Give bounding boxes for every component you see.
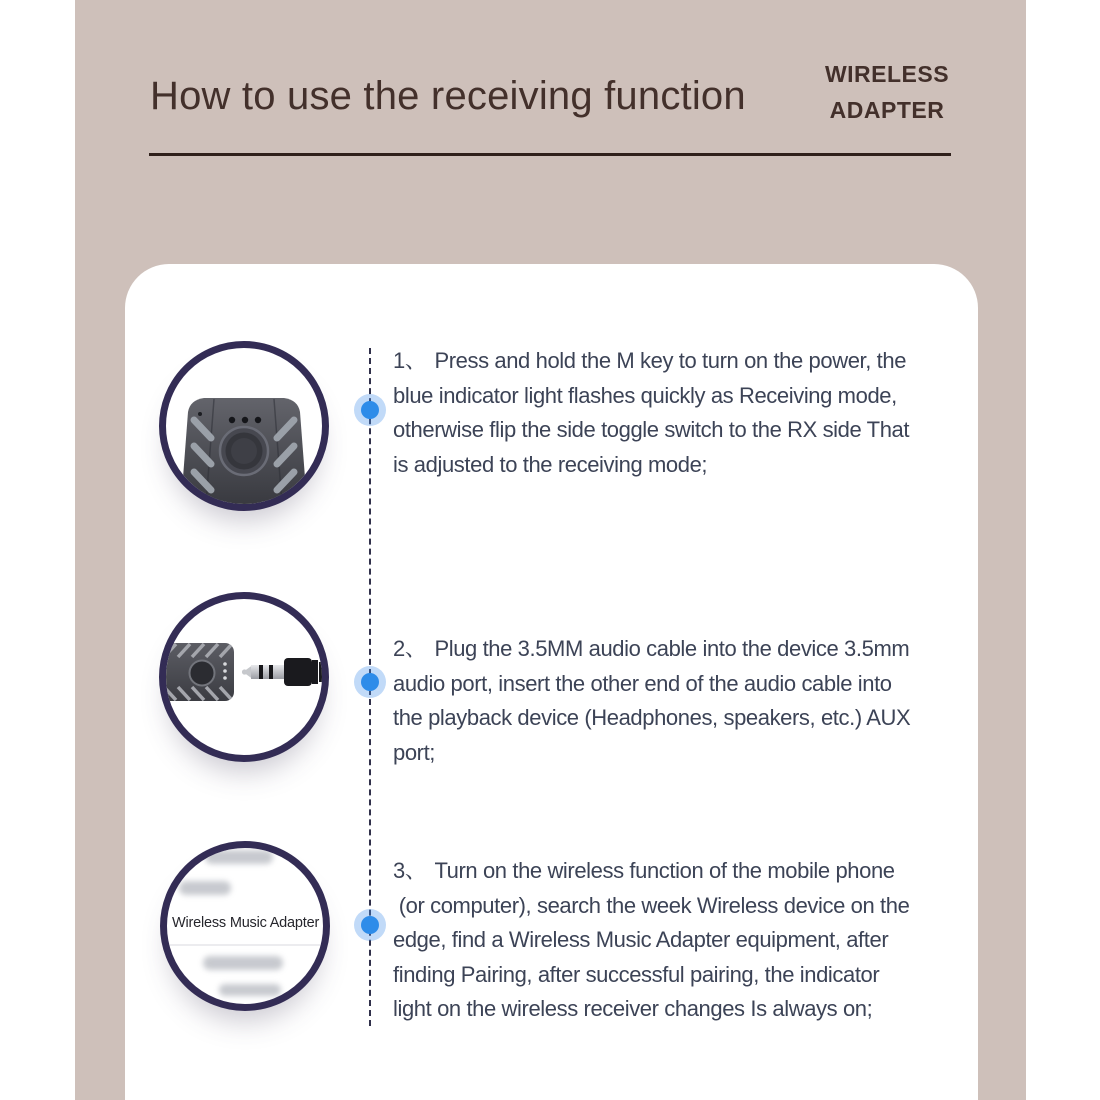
blurred-list-row xyxy=(203,956,283,970)
step-3-line-3: edge, find a Wireless Music Adapter equipment, after xyxy=(393,927,889,952)
step-3-line-4: finding Pairing, after successful pairing, the indicator xyxy=(393,961,880,987)
blurred-list-row xyxy=(179,881,231,895)
step-2-line-2: audio port, insert the other end of the audio cable into xyxy=(393,670,892,696)
adapter-top-view-image xyxy=(166,348,322,504)
step-3-line-2: (or computer), search the week Wireless device on the xyxy=(393,892,910,918)
step-3-line-1 xyxy=(393,854,993,889)
step-2-line-4: port; xyxy=(393,739,436,765)
brand-label xyxy=(822,56,952,128)
step-3-number: 3、 xyxy=(393,858,427,883)
step-2-line-1-text: Plug the 3.5MM audio cable into the device 3.5mm xyxy=(434,636,910,661)
adapter-aux-jack-image xyxy=(166,599,322,755)
step-3-image-circle xyxy=(160,841,330,1011)
step-1-line-1 xyxy=(393,344,993,379)
blurred-list-row xyxy=(219,984,281,996)
blurred-list-row xyxy=(205,850,273,864)
step-2-bullet-dot xyxy=(361,673,379,691)
step-2-line-3: the playback device (Headphones, speakers, etc.) AUX xyxy=(393,705,911,730)
instructions-card xyxy=(125,264,978,1100)
step-2-image-circle xyxy=(159,592,329,762)
step-2-line-1 xyxy=(393,632,993,667)
header-divider xyxy=(149,153,951,156)
step-2-number: 2、 xyxy=(393,636,427,661)
step-1-line-1-text: Press and hold the M key to turn on the power, the xyxy=(434,348,907,373)
step-1-number: 1、 xyxy=(393,348,427,373)
step-1-image-circle xyxy=(159,341,329,511)
step-1-line-2: blue indicator light flashes quickly as Receiving mode, xyxy=(393,382,897,408)
step-1-text xyxy=(393,344,993,482)
page-title: How to use the receiving function xyxy=(150,74,746,118)
step-2-text xyxy=(393,632,993,770)
device-list-name: Wireless Music Adapter xyxy=(172,915,320,931)
step-1-bullet-dot xyxy=(361,401,379,419)
brand-line1: WIRELESS xyxy=(824,61,950,87)
step-1-line-4: is adjusted to the receiving mode; xyxy=(393,451,708,477)
step-3-line-1-text: Turn on the wireless function of the mobile phone xyxy=(434,858,895,883)
step-3-text xyxy=(393,854,993,1027)
step-3-line-5: light on the wireless receiver changes Is always on; xyxy=(393,996,873,1021)
list-divider xyxy=(167,944,323,946)
step-1-line-3: otherwise flip the side toggle switch to the RX side That xyxy=(393,417,910,442)
brand-line2: ADAPTER xyxy=(829,97,945,123)
step-3-bullet-dot xyxy=(361,916,379,934)
